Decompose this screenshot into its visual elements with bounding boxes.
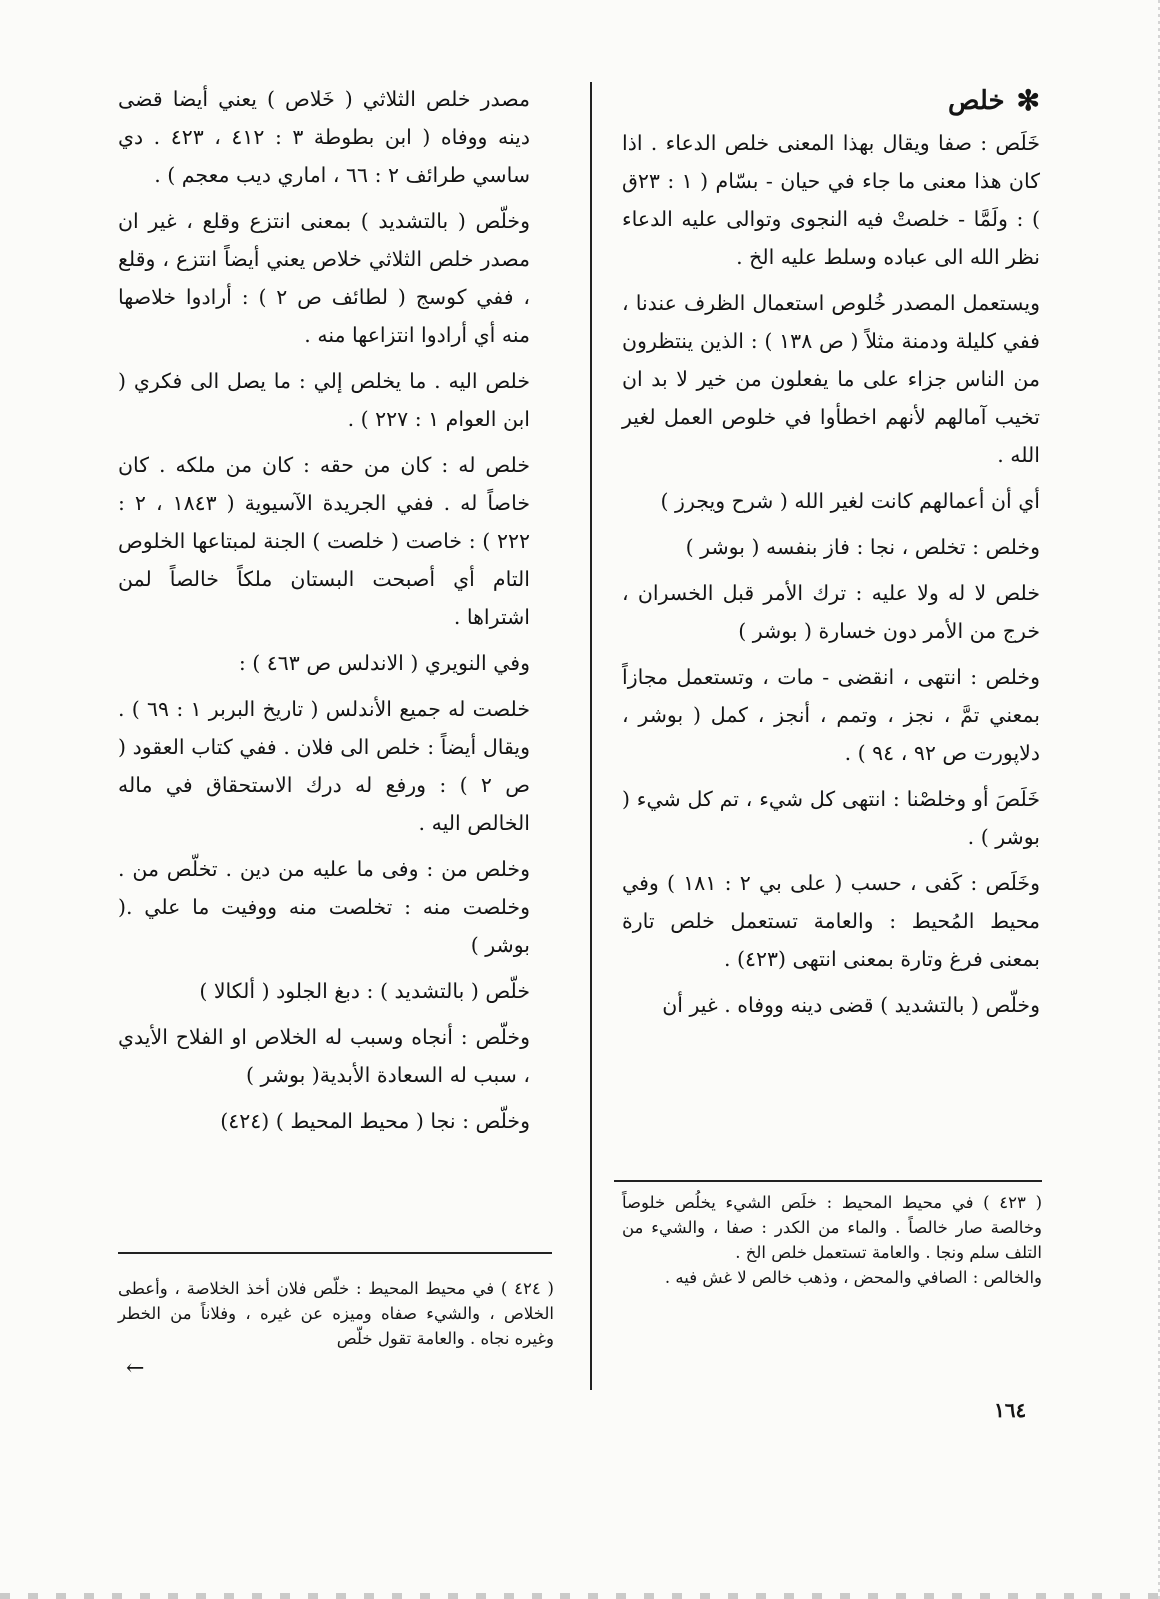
paragraph: وخلص : انتهى ، انقضى - مات ، وتستعمل مجازاً بمعني تمَّ ، نجز ، وتمم ، أنجز ، كمل ( بوشر ، دلاپورت ص ٩٢ ، ٩٤ ) . [622, 665, 1040, 765]
right-column [622, 80, 1040, 1032]
entry-heading-word: خلص [947, 86, 1005, 116]
paragraph: وخلص من : وفى ما عليه من دين . تخلّص من . وخلصت منه : تخلصت منه ووفيت ما علي .( بوشر ) [118, 857, 530, 957]
paragraph: وفي النويري ( الاندلس ص ٤٦٣ ) : [238, 651, 530, 675]
scan-edge-bottom [0, 1593, 1160, 1599]
paragraph: وخلّص : أنجاه وسبب له الخلاص او الفلاح الأيدي ، سبب له السعادة الأبدية( بوشر ) [118, 1025, 530, 1087]
paragraph: أي أن أعمالهم كانت لغير الله ( شرح ويجرز ) [660, 489, 1040, 513]
asterisk-icon: ✻ [1016, 84, 1040, 117]
page-number: ١٦٤ [994, 1398, 1027, 1422]
footnote: ( ٤٢٤ ) في محيط المحيط : خلّص فلان أخذ الخلاصة ، وأعطى الخلاص ، والشيء صفاه وميزه عن غيره ، وفلاناً من الخطر وغيره نجاه . والعامة تقول خلّص [118, 1279, 554, 1348]
footnote-rule [118, 1252, 552, 1254]
paragraph: خلص له : كان من حقه : كان من ملكه . كان خاصاً له . ففي الجريدة الآسيوية ( ١٨٤٣ ، ٢ : ٢٢٢ ) : خاصت ( خلصت ) الجنة لمبتاعها الخلوص التام أي أصبحت البستان ملكاً خالصاً لمن اشتراها . [118, 453, 530, 629]
paragraph: خَلَص : صفا ويقال بهذا المعنى خلص الدعاء . اذا كان هذا معنى ما جاء في حيان - بسّام ( ١ : ٢٣ق ) : ولَمَّا - خلصتْ فيه النجوى وتوالى عليه الدعاء نظر الله الى عباده وسلط عليه الخ . [622, 131, 1040, 269]
paragraph: وخلّص : نجا ( محيط المحيط ) (٤٢٤) [220, 1109, 530, 1133]
paragraph: خَلَصَ أو وخلصْنا : انتهى كل شيء ، تم كل شيء ( بوشر ) . [622, 787, 1040, 849]
continuation-arrow-icon: ← [126, 1356, 145, 1381]
paragraph: وخَلَص : كَفى ، حسب ( على بي ٢ : ١٨١ ) وفي محيط المُحيط : والعامة تستعمل خلص تارة بمعنى فرغ وتارة بمعنى انتهى (٤٢٣) . [622, 871, 1040, 971]
footnotes-left [118, 1276, 554, 1351]
paragraph: مصدر خلص الثلاثي ( خَلاص ) يعني أيضا قضى دينه ووفاه ( ابن بطوطة ٣ : ٤١٢ ، ٤٢٣ . دي ساسي طرائف ٢ : ٦٦ ، اماري ديب معجم ) . [118, 87, 530, 187]
paragraph: ويستعمل المصدر خُلوص استعمال الظرف عندنا ، ففي كليلة ودمنة مثلاً ( ص ١٣٨ ) : الذين ينتظرون من الناس جزاء على ما يفعلون من خير لا بد ان تخيب آمالهم لأنهم اخطأوا في خلوص العمل لغير الله . [622, 291, 1040, 467]
paragraph: خلص لا له ولا عليه : ترك الأمر قبل الخسران ، خرج من الأمر دون خسارة ( بوشر ) [622, 581, 1040, 643]
footnote-rule [614, 1180, 1042, 1182]
paragraph: وخلّص ( بالتشديد ) بمعنى انتزع وقلع ، غير ان مصدر خلص الثلاثي خلاص يعني أيضاً انتزع ، وقلع ، ففي كوسج ( لطائف ص ٢ ) : أرادوا خلاصها منه أي أرادوا انتزاعها منه . [118, 209, 531, 347]
entry-heading [622, 80, 1040, 122]
footnote: والخالص : الصافي والمحض ، وذهب خالص لا غش فيه . [664, 1268, 1042, 1287]
paragraph: خلّص ( بالتشديد ) : دبغ الجلود ( ألكالا ) [199, 979, 530, 1003]
column-divider [590, 82, 592, 1390]
paragraph: وخلّص ( بالتشديد ) قضى دينه ووفاه . غير أن [662, 993, 1040, 1017]
footnote: ( ٤٢٣ ) في محيط المحيط : خلَص الشيء يخلُص خلوصاً وخالصة صار خالصاً . والماء من الكدر : صفا ، والشيء من التلف سلم ونجا . والعامة تستعمل خلص الخ . [622, 1193, 1043, 1262]
left-column [118, 80, 530, 1148]
paragraph: وخلص : تخلص ، نجا : فاز بنفسه ( بوشر ) [685, 535, 1040, 559]
footnotes-right [622, 1190, 1042, 1290]
paragraph: خلص اليه . ما يخلص إلي : ما يصل الى فكري ( ابن العوام ١ : ٢٢٧ ) . [118, 369, 530, 431]
paragraph: خلصت له جميع الأندلس ( تاريخ البربر ١ : ٦٩ ) . ويقال أيضاً : خلص الى فلان . ففي كتاب العقود ( ص ٢ ) : ورفع له درك الاستحقاق في ماله الخالص اليه . [118, 697, 530, 835]
